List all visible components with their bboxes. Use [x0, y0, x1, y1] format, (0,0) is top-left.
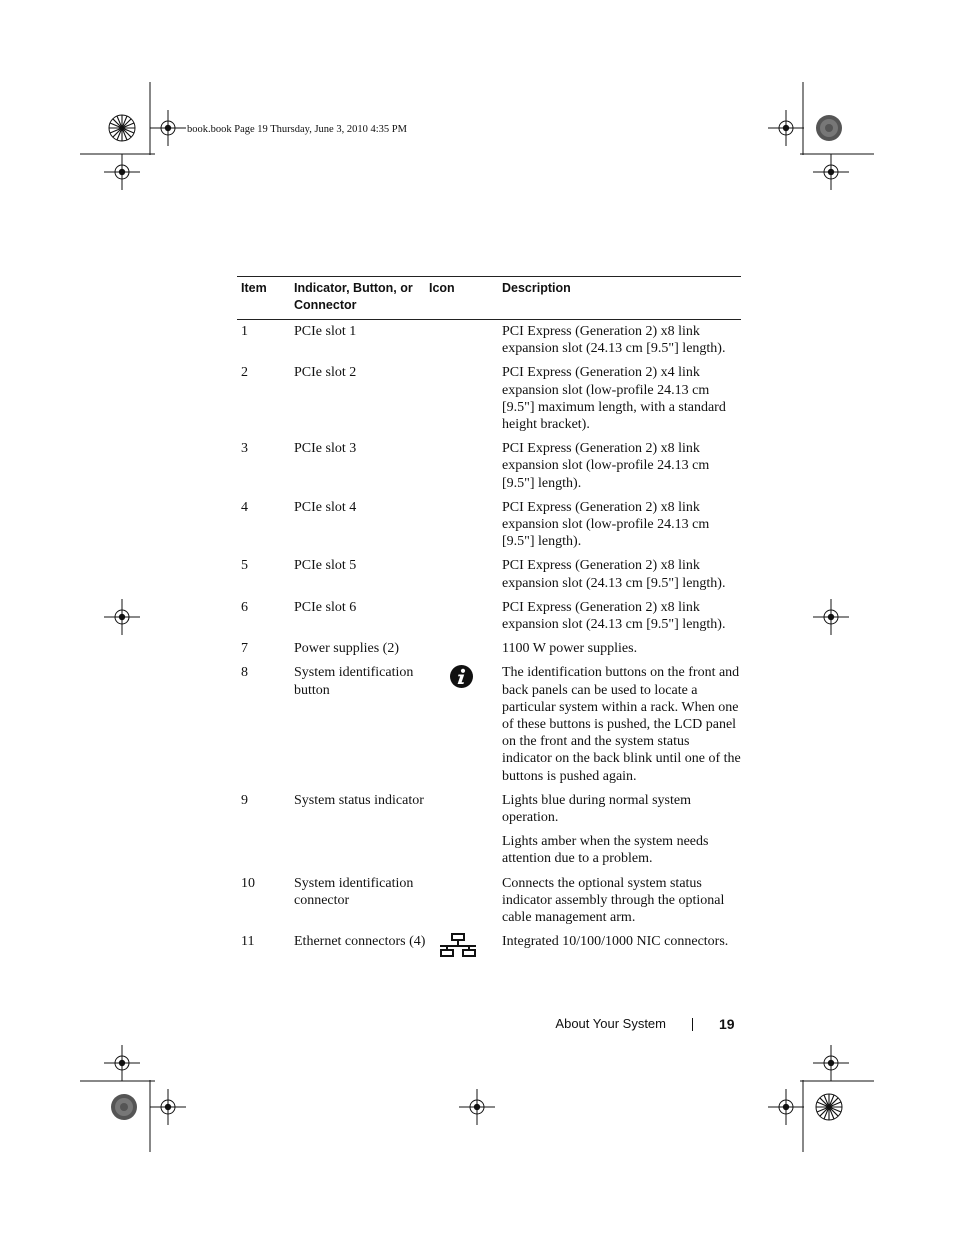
row-indicator-name: Power supplies (2): [294, 641, 399, 657]
table-row: [237, 640, 741, 664]
description-paragraph: 1100 W power supplies.: [502, 641, 638, 657]
row-description: [502, 499, 741, 558]
row-item-number: 3: [241, 441, 248, 457]
description-paragraph: PCI Express (Generation 2) x8 link expansion slot (24.13 cm [9.5"] length).: [502, 324, 726, 357]
print-slug: book.book Page 19 Thursday, June 3, 2010 4:35 PM: [187, 124, 407, 135]
description-paragraph: Lights amber when the system needs attention due to a problem.: [502, 834, 709, 867]
description-paragraph: PCI Express (Generation 2) x8 link expansion slot (24.13 cm [9.5"] length).: [502, 558, 726, 591]
row-icon-cell: [429, 499, 502, 558]
description-paragraph: The identification buttons on the front and back panels can be used to locate a particular system within a rack. When one of these buttons is pushed, the LCD panel on the front and the system status indicator on the back blink until one of the buttons is pushed again.: [502, 665, 741, 784]
row-description: [502, 640, 741, 664]
table-row: [237, 933, 741, 966]
row-indicator-name: System status indicator: [294, 792, 424, 808]
row-icon-cell: [429, 320, 502, 365]
row-icon-cell: [429, 664, 502, 791]
description-paragraph: PCI Express (Generation 2) x4 link expansion slot (low-profile 24.13 cm [9.5"] maximum length, with a standard height bracket).: [502, 365, 726, 433]
row-icon-cell: [429, 599, 502, 640]
row-description: [502, 557, 741, 598]
table-row: [237, 499, 741, 558]
row-description: [502, 792, 741, 875]
row-description: [502, 364, 741, 440]
row-icon-cell: [429, 792, 502, 875]
page-number: 19: [719, 1016, 735, 1032]
row-item-number: 1: [241, 324, 248, 339]
info-icon: [429, 664, 502, 689]
row-item-number: 9: [241, 792, 248, 808]
table-row: [237, 875, 741, 934]
row-indicator-name: Ethernet connectors (4): [294, 934, 426, 950]
footer-separator: [692, 1018, 693, 1031]
table-row: [237, 557, 741, 598]
description-paragraph: Connects the optional system status indicator assembly through the optional cable management arm.: [502, 875, 725, 926]
row-indicator-name: PCIe slot 5: [294, 558, 357, 574]
row-description: [502, 440, 741, 499]
description-paragraph: Lights blue during normal system operation.: [502, 792, 691, 826]
row-indicator-name: PCIe slot 3: [294, 441, 357, 457]
header-icon: Icon: [429, 277, 502, 320]
row-item-number: 11: [241, 934, 255, 950]
row-description: [502, 933, 741, 966]
header-item: Item: [237, 277, 294, 320]
row-item-number: 10: [241, 875, 255, 891]
table-row: [237, 364, 741, 440]
network-icon: [429, 933, 502, 959]
row-indicator-name: System identification connector: [294, 875, 414, 908]
row-icon-cell: [429, 364, 502, 440]
description-paragraph: PCI Express (Generation 2) x8 link expansion slot (low-profile 24.13 cm [9.5"] length).: [502, 499, 710, 550]
table-row: [237, 664, 741, 791]
row-icon-cell: [429, 933, 502, 966]
table-row: [237, 440, 741, 499]
row-indicator-name: PCIe slot 2: [294, 365, 357, 381]
table-row: [237, 320, 741, 365]
row-icon-cell: [429, 640, 502, 664]
row-indicator-name: PCIe slot 4: [294, 499, 357, 515]
row-item-number: 4: [241, 499, 248, 515]
row-icon-cell: [429, 875, 502, 934]
table-header-row: [237, 277, 741, 320]
table-row: [237, 599, 741, 640]
row-indicator-name: System identification button: [294, 665, 414, 698]
row-indicator-name: PCIe slot 6: [294, 599, 357, 615]
row-indicator-name: PCIe slot 1: [294, 324, 357, 339]
description-paragraph: Integrated 10/100/1000 NIC connectors.: [502, 934, 729, 950]
page-footer: [0, 1016, 954, 1034]
row-icon-cell: [429, 557, 502, 598]
table-body: [237, 320, 741, 967]
row-description: [502, 320, 741, 365]
row-item-number: 5: [241, 558, 248, 574]
footer-section-title: About Your System: [555, 1016, 666, 1031]
description-paragraph: PCI Express (Generation 2) x8 link expansion slot (24.13 cm [9.5"] length).: [502, 599, 726, 633]
row-item-number: 2: [241, 365, 248, 381]
components-table: [237, 276, 741, 966]
header-description: Description: [502, 277, 741, 320]
row-item-number: 8: [241, 665, 248, 681]
description-paragraph: PCI Express (Generation 2) x8 link expansion slot (low-profile 24.13 cm [9.5"] length).: [502, 441, 710, 491]
row-description: [502, 875, 741, 934]
row-icon-cell: [429, 440, 502, 499]
row-item-number: 6: [241, 599, 248, 615]
row-item-number: 7: [241, 641, 248, 657]
row-description: [502, 599, 741, 640]
row-description: [502, 664, 741, 791]
header-indicator: Indicator, Button, or Connector: [294, 277, 429, 320]
table-row: [237, 792, 741, 875]
